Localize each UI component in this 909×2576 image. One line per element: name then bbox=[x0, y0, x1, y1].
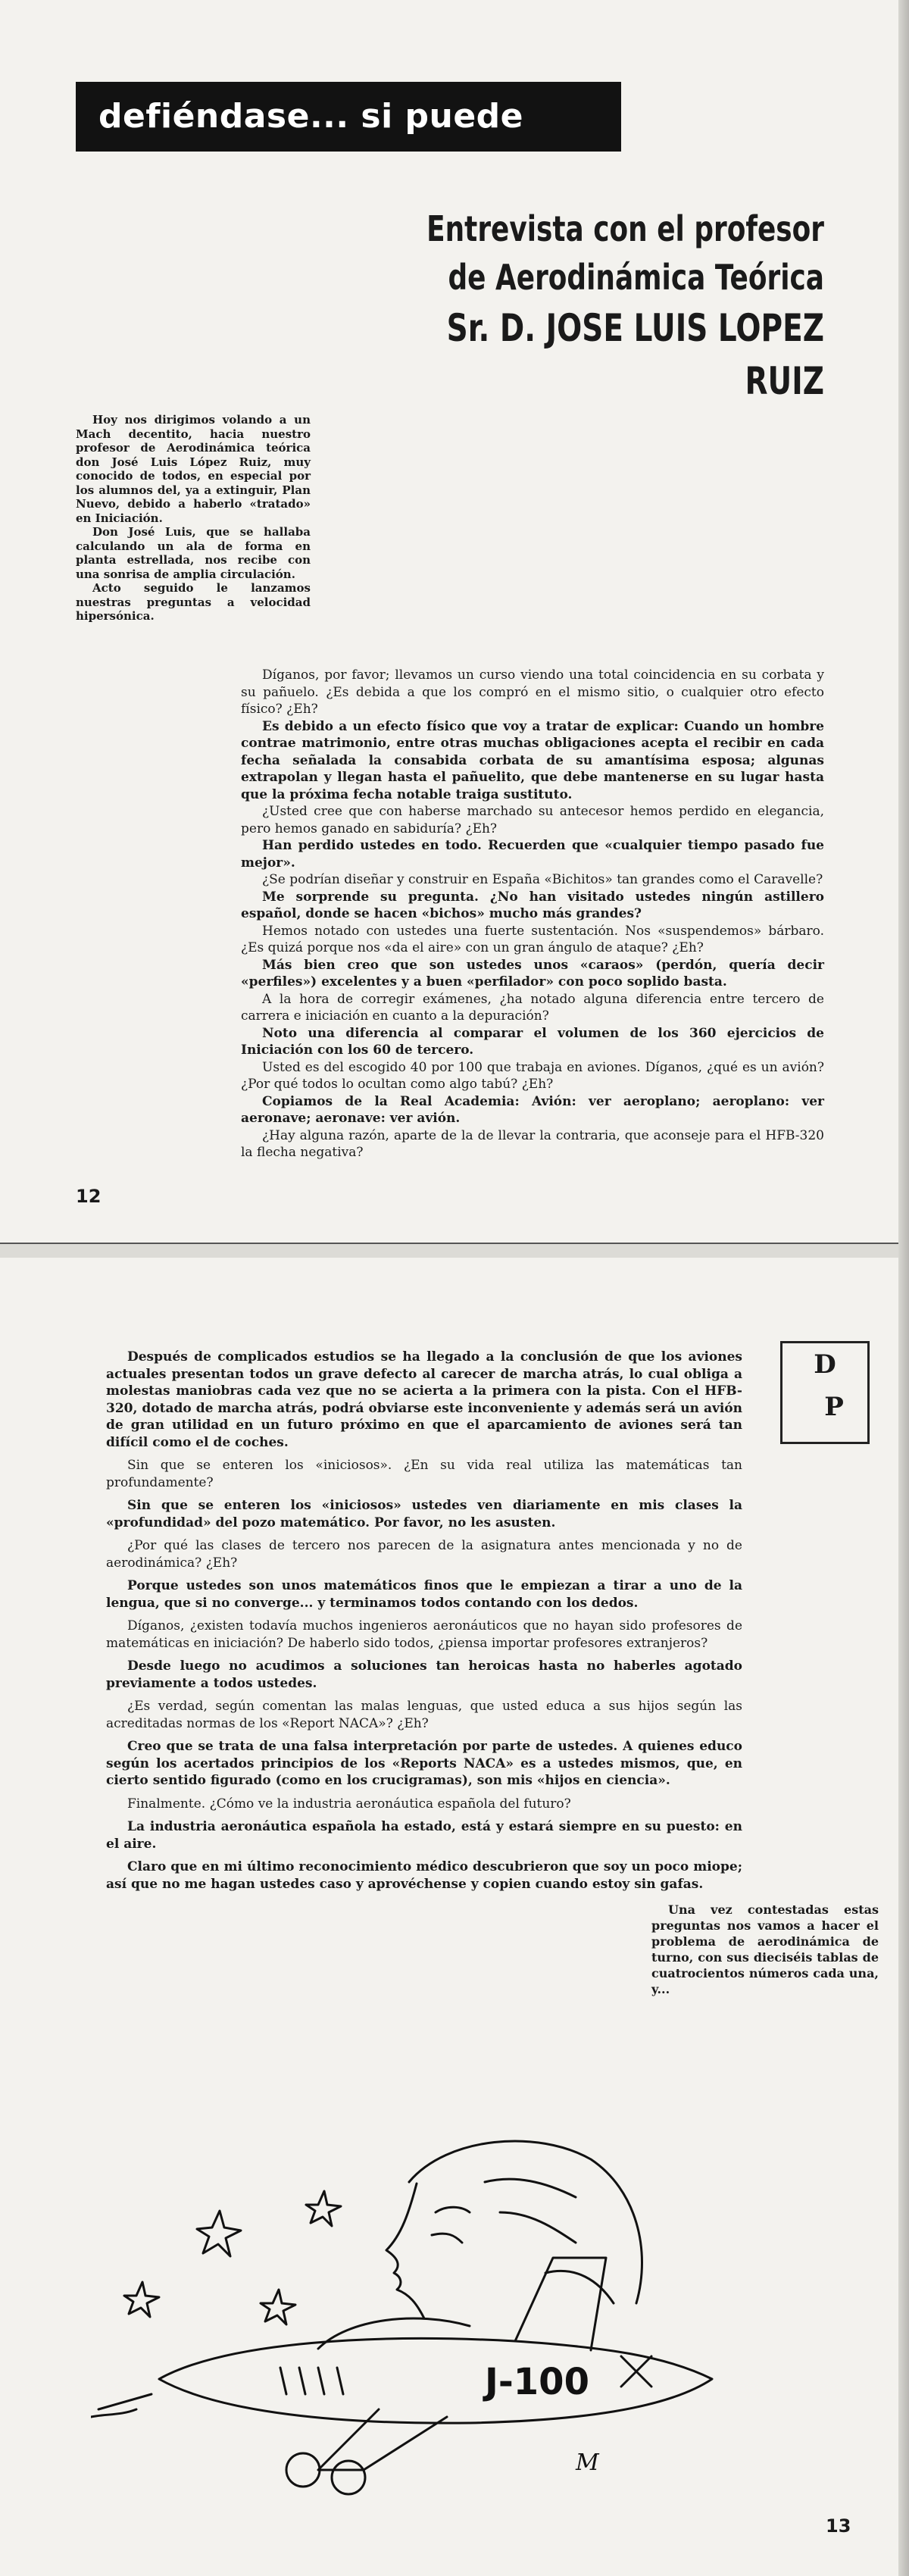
artist-signature: M bbox=[576, 2449, 599, 2476]
title-line-3: Sr. D. JOSE LUIS LOPEZ RUIZ bbox=[446, 306, 824, 403]
question-paragraph: A la hora de corregir exámenes, ¿ha notado alguna diferencia entre tercero de carrera e iniciación en cuanto a la depuración? bbox=[241, 991, 824, 1024]
answer-paragraph: Porque ustedes son unos matemáticos finos que le empiezan a tirar a uno de la lengua, que si no converge... y terminamos todos contando con los dedos. bbox=[106, 1578, 742, 1611]
title-line-1: Entrevista con el profesor bbox=[426, 208, 824, 249]
intro-paragraph: Hoy nos dirigimos volando a un Mach decentito, hacia nuestro profesor de Aerodinámica teórica don José Luis López Ruiz, muy conocido de todos, en especial por los alumnos del, ya a extinguir, Plan Nuevo, debido a haberlo «tratado» en Iniciación. bbox=[76, 413, 311, 525]
plane-fuselage bbox=[159, 2339, 712, 2424]
question-paragraph: ¿Usted cree que con haberse marchado su antecesor hemos perdido en elegancia, pero hemos ganado en sabiduría? ¿Eh? bbox=[241, 804, 824, 836]
question-paragraph: ¿Es verdad, según comentan las malas lenguas, que usted educa a sus hijos según las acreditadas normas de los «Report NACA»? ¿Eh? bbox=[106, 1699, 742, 1731]
page-edge bbox=[898, 0, 909, 2576]
question-paragraph: Usted es del escogido 40 por 100 que trabaja en aviones. Díganos, ¿qué es un avión? ¿Por qué todos lo ocultan como algo tabú? ¿Eh? bbox=[241, 1059, 824, 1092]
answer-paragraph: Después de complicados estudios se ha llegado a la conclusión de que los aviones actuales presentan todos un grave defecto al carecer de marcha atrás, lo cual obliga a molestas maniobras cada vez que no se acierta a la primera con la pista. Con el HFB-320, dotado de marcha atrás, podrá obviarse este inconveniente y además será un avión de gran utilidad en un futuro próximo en que el aparcamiento de aviones será tan difícil como el de coches. bbox=[106, 1349, 742, 1450]
question-paragraph: Díganos, por favor; llevamos un curso viendo una total coincidencia en su corbata y su pañuelo. ¿Es debida a que los compró en el mismo sitio, o cualquier otro efecto físico? ¿Eh? bbox=[241, 667, 824, 717]
intro-text bbox=[76, 413, 311, 624]
dp-letter-p: P bbox=[824, 1392, 844, 1422]
article-title bbox=[294, 205, 824, 408]
closing-paragraph: Una vez contestadas estas preguntas nos vamos a hacer el problema de aerodinámica de turno, con sus dieciséis tablas de cuatrocientos números cada una, y... bbox=[651, 1902, 879, 1996]
interview-column-2 bbox=[106, 1349, 742, 1899]
page-number: 13 bbox=[826, 2515, 851, 2537]
answer-paragraph: Más bien creo que son ustedes unos «caraos» (perdón, quería decir «perfiles») excelentes y a buen «perfilador» con poco soplido basta. bbox=[241, 957, 824, 989]
plane-marking: J-100 bbox=[485, 2361, 589, 2403]
dp-box bbox=[780, 1341, 870, 1444]
question-paragraph: Hemos notado con ustedes una fuerte sustentación. Nos «suspendemos» bárbaro. ¿Es quizá porque nos «da el aire» con un gran ángulo de ataque? ¿Eh? bbox=[241, 923, 824, 955]
answer-paragraph: Claro que en mi último reconocimiento médico descubrieron que soy un poco miope; así que no me hagan ustedes caso y aprovéchense y copien cuando estoy sin gafas. bbox=[106, 1859, 742, 1892]
answer-paragraph: Sin que se enteren los «iniciosos» ustedes ven diariamente en mis clases la «profundidad» del pozo matemático. Por favor, no les asusten. bbox=[106, 1498, 742, 1530]
intro-paragraph: Don José Luis, que se hallaba calculando un ala de forma en planta estrellada, nos recibe con una sonrisa de amplia circulación. bbox=[76, 525, 311, 581]
title-line-2: de Aerodinámica Teórica bbox=[448, 257, 824, 298]
star-icon bbox=[261, 2290, 295, 2324]
question-paragraph: ¿Hay alguna razón, aparte de la de llevar la contraria, que aconseje para el HFB-320 la flecha negativa? bbox=[241, 1127, 824, 1160]
answer-paragraph: Desde luego no acudimos a soluciones tan heroicas hasta no haberles agotado previamente a todos ustedes. bbox=[106, 1658, 742, 1691]
answer-paragraph: Creo que se trata de una falsa interpretación por parte de ustedes. A quienes educo según los acertados principios de los «Reports NACA» es a ustedes mismos, que, en cierto sentido figurado (como en los crucigramas), son mis «hijos en ciencia». bbox=[106, 1739, 742, 1788]
question-paragraph: ¿Por qué las clases de tercero nos parecen de la asignatura antes mencionada y no de aerodinámica? ¿Eh? bbox=[106, 1538, 742, 1571]
question-paragraph: Finalmente. ¿Cómo ve la industria aeronáutica española del futuro? bbox=[127, 1796, 571, 1812]
star-icon bbox=[306, 2191, 341, 2226]
section-banner bbox=[76, 82, 621, 152]
answer-paragraph: Copiamos de la Real Academia: Avión: ver aeroplano; aeroplano: ver aeronave; aeronave: ver avión. bbox=[241, 1093, 824, 1126]
star-icon bbox=[124, 2282, 159, 2317]
interview-column-1 bbox=[241, 667, 824, 1161]
dp-letter-d: D bbox=[814, 1349, 836, 1380]
intro-paragraph: Acto seguido le lanzamos nuestras preguntas a velocidad hipersónica. bbox=[76, 581, 311, 623]
answer-paragraph: Me sorprende su pregunta. ¿No han visitado ustedes ningún astillero español, donde se hacen «bichos» mucho más grandes? bbox=[241, 889, 824, 921]
answer-paragraph: Noto una diferencia al comparar el volumen de los 360 ejercicios de Iniciación con los 60 de tercero. bbox=[241, 1025, 824, 1058]
question-paragraph: Sin que se enteren los «iniciosos». ¿En su vida real utiliza las matemáticas tan profundamente? bbox=[106, 1458, 742, 1490]
answer-paragraph: La industria aeronáutica española ha estado, está y estará siempre en su puesto: en el aire. bbox=[106, 1819, 742, 1852]
page-12 bbox=[0, 0, 909, 1243]
answer-paragraph: Han perdido ustedes en todo. Recuerden que «cualquier tiempo pasado fue mejor». bbox=[241, 838, 824, 871]
page-divider bbox=[0, 1243, 909, 1259]
question-paragraph: Díganos, ¿existen todavía muchos ingenieros aeronáuticos que no hayan sido profesores de matemáticas en iniciación? De haberlo sido todos, ¿piensa importar profesores extranjeros? bbox=[106, 1618, 742, 1651]
banner-text: defiéndase... si puede bbox=[98, 97, 523, 136]
answer-paragraph: Es debido a un efecto físico que voy a tratar de explicar: Cuando un hombre contrae matrimonio, entre otras muchas obligaciones acepta el recibir en cada fecha señalada la consabida corbata de su amantísima esposa; algunas extrapolan y llegan hasta el pañuelito, que debe mantenerse en su lugar hasta que la próxima fecha notable traiga sustituto. bbox=[241, 718, 824, 802]
page-number: 12 bbox=[76, 1186, 102, 1207]
closing-text bbox=[651, 1902, 879, 1997]
star-icon bbox=[197, 2211, 241, 2256]
caricature-drawing bbox=[91, 1985, 773, 2531]
question-paragraph: ¿Se podrían diseñar y construir en España «Bichitos» tan grandes como el Caravelle? bbox=[262, 872, 823, 887]
